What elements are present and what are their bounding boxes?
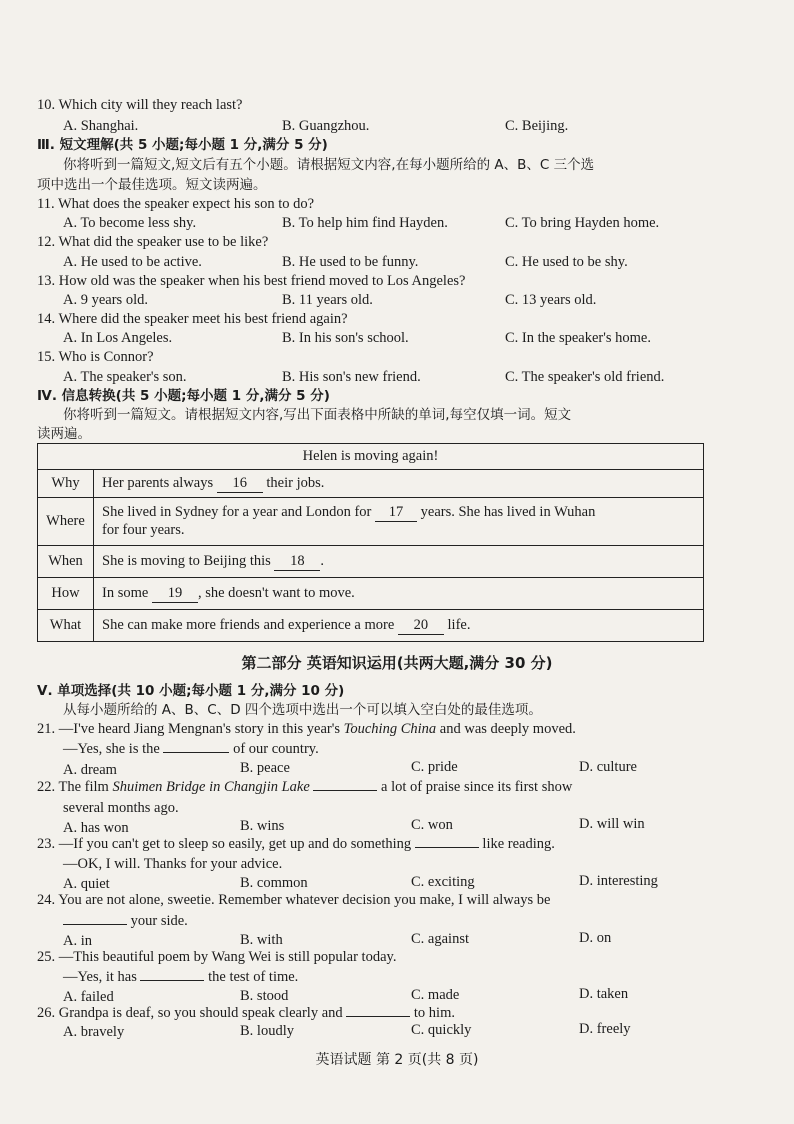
option-a: A. He used to be active. xyxy=(63,254,202,270)
section-3-instruction: 你将听到一篇短文,短文后有五个小题。请根据短文内容,在每小题所给的 A、B、C 三个选 xyxy=(63,157,595,173)
option-a: A. To become less shy. xyxy=(63,215,197,231)
answer-blank: 16 xyxy=(217,475,263,493)
row-label: Why xyxy=(38,470,94,498)
option-a: A. 9 years old. xyxy=(63,292,148,308)
option-c: C. against xyxy=(411,931,469,947)
option-d: D. culture xyxy=(579,759,637,775)
question-13-stem: 13. How old was the speaker when his best friend moved to Los Angeles? xyxy=(37,273,466,289)
answer-blank xyxy=(140,980,204,981)
question-21-line1: 21. —I've heard Jiang Mengnan's story in this year's Touching China and was deeply moved. xyxy=(37,721,576,737)
option-b: B. 11 years old. xyxy=(282,292,373,308)
option-c: C. He used to be shy. xyxy=(505,254,628,270)
table-row xyxy=(38,578,704,610)
question-23-line1: 23. —If you can't get to sleep so easily, get up and do something like reading. xyxy=(37,836,555,852)
question-22-line2: several months ago. xyxy=(63,800,179,816)
option-c: C. pride xyxy=(411,759,458,775)
row-label: When xyxy=(38,546,94,578)
table-row xyxy=(38,546,704,578)
option-b: B. To help him find Hayden. xyxy=(282,215,448,231)
question-25-line1: 25. —This beautiful poem by Wang Wei is still popular today. xyxy=(37,949,397,965)
option-a: A. Shanghai. xyxy=(63,118,139,134)
option-c: C. exciting xyxy=(411,874,475,890)
option-a: A. quiet xyxy=(63,876,110,892)
answer-blank xyxy=(163,752,229,753)
option-c: C. 13 years old. xyxy=(505,292,597,308)
option-b: B. common xyxy=(240,875,308,891)
option-a: A. in xyxy=(63,933,92,949)
answer-blank xyxy=(415,847,479,848)
answer-blank: 19 xyxy=(152,585,198,603)
section-4-instruction-cont: 读两遍。 xyxy=(37,426,91,442)
answer-blank: 17 xyxy=(375,504,417,522)
option-a: A. dream xyxy=(63,762,117,778)
option-b: B. His son's new friend. xyxy=(282,369,421,385)
table-row xyxy=(38,470,704,498)
option-b: B. peace xyxy=(240,760,290,776)
table-row xyxy=(38,498,704,546)
answer-blank xyxy=(63,924,127,925)
page-footer: 英语试题 第 2 页(共 8 页) xyxy=(315,1052,479,1068)
option-a: A. bravely xyxy=(63,1024,125,1040)
option-c: C. made xyxy=(411,987,460,1003)
answer-blank: 20 xyxy=(398,617,444,635)
option-d: D. will win xyxy=(579,816,645,832)
section-4-instruction: 你将听到一篇短文。请根据短文内容,写出下面表格中所缺的单词,每空仅填一词。短文 xyxy=(63,407,572,423)
option-d: D. freely xyxy=(579,1021,631,1037)
option-c: C. The speaker's old friend. xyxy=(505,369,665,385)
row-content: In some 19 , she doesn't want to move. xyxy=(94,578,704,610)
option-b: B. with xyxy=(240,932,283,948)
row-label: Where xyxy=(38,498,94,546)
option-a: A. In Los Angeles. xyxy=(63,330,173,346)
answer-blank xyxy=(346,1016,410,1017)
option-d: D. interesting xyxy=(579,873,658,889)
option-c: C. quickly xyxy=(411,1022,472,1038)
question-11-stem: 11. What does the speaker expect his son to do? xyxy=(37,196,315,212)
option-c: C. To bring Hayden home. xyxy=(505,215,660,231)
answer-blank: 18 xyxy=(274,553,320,571)
option-a: A. The speaker's son. xyxy=(63,369,187,385)
option-d: D. taken xyxy=(579,986,629,1002)
option-b: B. He used to be funny. xyxy=(282,254,419,270)
row-label: What xyxy=(38,610,94,642)
row-content: Her parents always 16 their jobs. xyxy=(94,470,704,498)
section-5-instruction: 从每小题所给的 A、B、C、D 四个选项中选出一个可以填入空白处的最佳选项。 xyxy=(63,702,542,718)
question-12-stem: 12. What did the speaker use to be like? xyxy=(37,234,269,250)
question-25-line2: —Yes, it has the test of time. xyxy=(63,969,299,985)
row-content: She can make more friends and experience a more 20 life. xyxy=(94,610,704,642)
option-a: A. has won xyxy=(63,820,129,836)
option-b: B. stood xyxy=(240,988,289,1004)
question-21-line2: —Yes, she is the of our country. xyxy=(63,741,319,757)
table-row xyxy=(38,610,704,642)
option-d: D. on xyxy=(579,930,612,946)
table-header: Helen is moving again! xyxy=(38,444,704,470)
row-content: She lived in Sydney for a year and London for 17 years. She has lived in Wuhan for four years. xyxy=(94,498,704,546)
option-c: C. Beijing. xyxy=(505,118,569,134)
question-15-stem: 15. Who is Connor? xyxy=(37,349,154,365)
answer-blank xyxy=(313,790,377,791)
section-4-title: Ⅳ. 信息转换(共 5 小题;每小题 1 分,满分 5 分) xyxy=(37,388,330,404)
option-b: B. Guangzhou. xyxy=(282,118,370,134)
row-content: She is moving to Beijing this 18 . xyxy=(94,546,704,578)
question-23-line2: —OK, I will. Thanks for your advice. xyxy=(63,856,283,872)
option-b: B. wins xyxy=(240,818,285,834)
question-10-stem: 10. Which city will they reach last? xyxy=(37,97,243,113)
section-5-title: Ⅴ. 单项选择(共 10 小题;每小题 1 分,满分 10 分) xyxy=(37,683,345,699)
part-2-title: 第二部分 英语知识运用(共两大题,满分 30 分) xyxy=(241,654,553,672)
option-c: C. In the speaker's home. xyxy=(505,330,651,346)
option-b: B. In his son's school. xyxy=(282,330,409,346)
section-3-title: Ⅲ. 短文理解(共 5 小题;每小题 1 分,满分 5 分) xyxy=(37,137,328,153)
question-24-line1: 24. You are not alone, sweetie. Remember whatever decision you make, I will always be xyxy=(37,892,551,908)
question-22-line1: 22. The film Shuimen Bridge in Changjin Lake a lot of praise since its first show xyxy=(37,779,573,795)
question-26-line1: 26. Grandpa is deaf, so you should speak clearly and to him. xyxy=(37,1005,455,1021)
option-b: B. loudly xyxy=(240,1023,294,1039)
question-14-stem: 14. Where did the speaker meet his best friend again? xyxy=(37,311,348,327)
question-24-line2: your side. xyxy=(63,912,188,930)
info-table xyxy=(37,443,704,642)
option-c: C. won xyxy=(411,817,453,833)
row-label: How xyxy=(38,578,94,610)
option-a: A. failed xyxy=(63,989,114,1005)
section-3-instruction-cont: 项中选出一个最佳选项。短文读两遍。 xyxy=(37,177,267,193)
